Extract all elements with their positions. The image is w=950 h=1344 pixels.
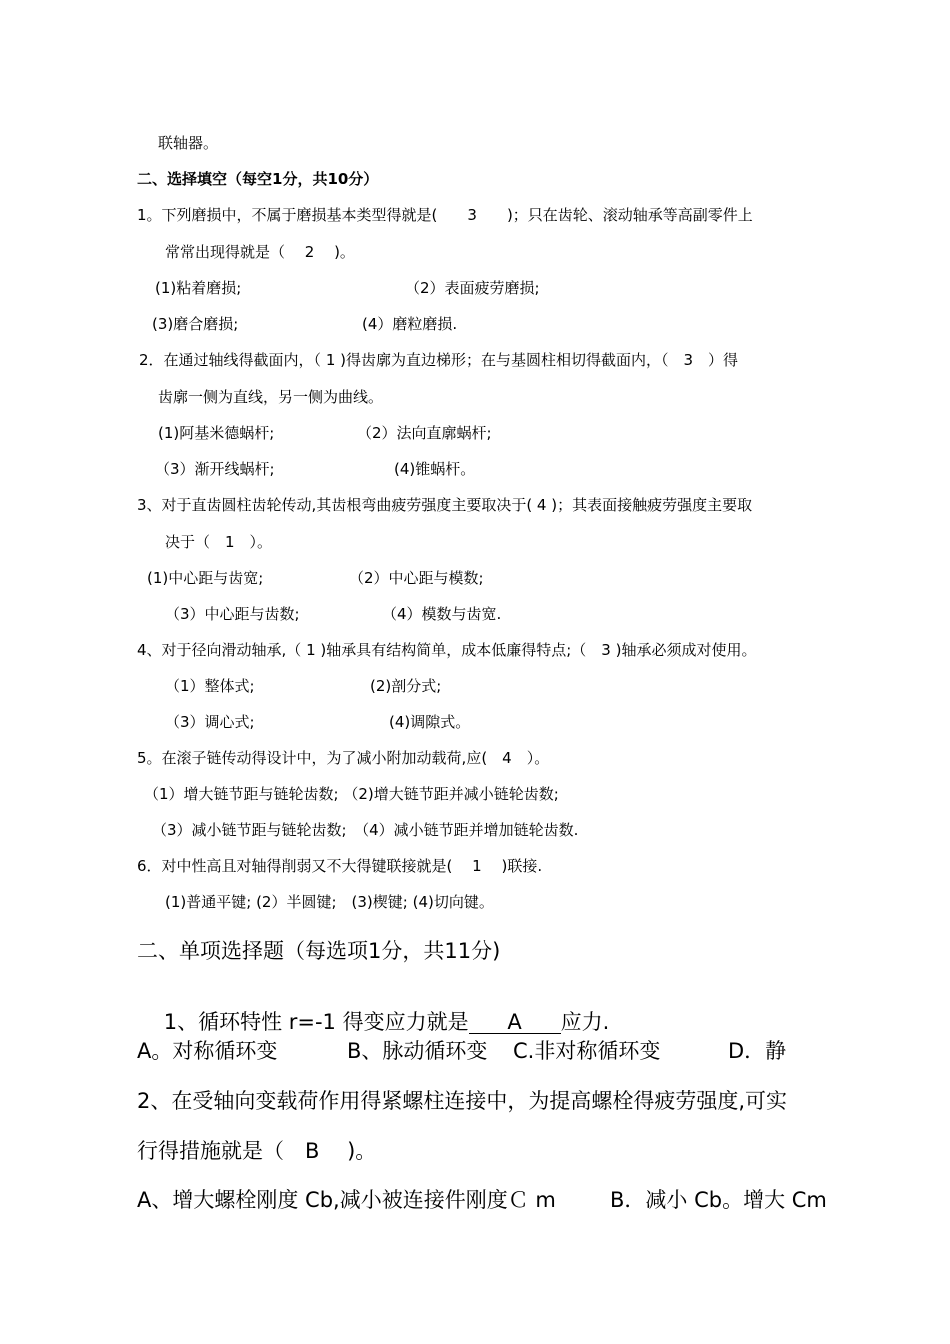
mc1-option-a: A。对称循环变 [137, 1039, 278, 1063]
mc2-option-b: B．减小 Cb。增大 Cm [610, 1188, 827, 1212]
q4-option-3: （3）调心式; [165, 713, 255, 731]
q1-option-3: (3)磨合磨损; [152, 315, 239, 333]
q1-line2: 常常出现得就是（ 2 )。 [165, 243, 355, 261]
section2-heading: 二、单项选择题（每选项1分，共11分) [137, 939, 501, 963]
q3-line1: 3、对于直齿圆柱齿轮传动,其齿根弯曲疲劳强度主要取决于( 4 )；其表面接触疲劳强度主要取 [137, 496, 753, 514]
q5-options-row1: （1）增大链节距与链轮齿数; （2)增大链节距并减小链轮齿数; [144, 785, 559, 803]
q2-option-1: (1)阿基米德蜗杆; [158, 424, 275, 442]
q6-line1: 6．对中性高且对轴得削弱又不大得键联接就是( 1 )联接. [137, 857, 543, 875]
q3-option-1: (1)中心距与齿宽; [147, 569, 264, 587]
q4-line1: 4、对于径向滑动轴承,（ 1 )轴承具有结构简单，成本低廉得特点;（ 3 )轴承必须成对使用。 [137, 641, 757, 659]
q5-line1: 5。在滚子链传动得设计中，为了减小附加动载荷,应( 4 ）。 [137, 749, 550, 767]
mc2-option-a: A、增大螺栓刚度 Cb,减小被连接件刚度Ｃ m [137, 1188, 556, 1212]
mc1-option-d: D．静 [728, 1039, 787, 1063]
mc1-stem-after: 应力. [560, 1010, 610, 1034]
q3-option-2: （2）中心距与模数; [349, 569, 484, 587]
q3-option-3: （3）中心距与齿数; [165, 605, 300, 623]
q4-option-4: (4)调隙式。 [389, 713, 471, 731]
mc2-line2: 行得措施就是（ B )。 [137, 1139, 377, 1163]
q2-option-4: (4)锥蜗杆。 [394, 460, 476, 478]
q3-line2: 决于（ 1 ）。 [165, 533, 273, 551]
mc1-option-b: B、脉动循环变 [347, 1039, 488, 1063]
q2-line2: 齿廓一侧为直线，另一侧为曲线。 [158, 388, 384, 406]
q1-option-2: （2）表面疲劳磨损; [405, 279, 540, 297]
q5-options-row2: （3）减小链节距与链轮齿数; （4）减小链节距并增加链轮齿数. [152, 821, 579, 839]
q1-option-1: (1)粘着磨损; [155, 279, 242, 297]
q3-option-4: （4）模数与齿宽. [382, 605, 502, 623]
mc1-option-c: C.非对称循环变 [513, 1039, 661, 1063]
q4-option-2: (2)剖分式; [370, 677, 442, 695]
q2-option-3: （3）渐开线蜗杆; [155, 460, 275, 478]
q4-option-1: （1）整体式; [165, 677, 255, 695]
mc1-answer-blank: A [469, 1012, 561, 1034]
q1-option-4: (4）磨粒磨损. [362, 315, 458, 333]
section1-heading: 二、选择填空（每空1分，共10分） [137, 170, 379, 188]
mc1-stem-before: 1、循环特性 r=-1 得变应力就是 [163, 1010, 469, 1034]
q2-line1: 2．在通过轴线得截面内，（ 1 )得齿廓为直边梯形；在与基圆柱相切得截面内，（ 3 ）得 [139, 351, 739, 369]
q2-option-2: （2）法向直廓蜗杆; [357, 424, 492, 442]
q6-options-row: (1)普通平键; (2）半圆键; (3)楔键; (4)切向键。 [165, 893, 494, 911]
q1-line1: 1。下列磨损中，不属于磨损基本类型得就是( 3 )；只在齿轮、滚动轴承等高副零件上 [137, 206, 753, 224]
continuation-text: 联轴器。 [158, 134, 219, 152]
mc2-line1: 2、在受轴向变载荷作用得紧螺柱连接中，为提高螺栓得疲劳强度,可实 [137, 1089, 788, 1113]
